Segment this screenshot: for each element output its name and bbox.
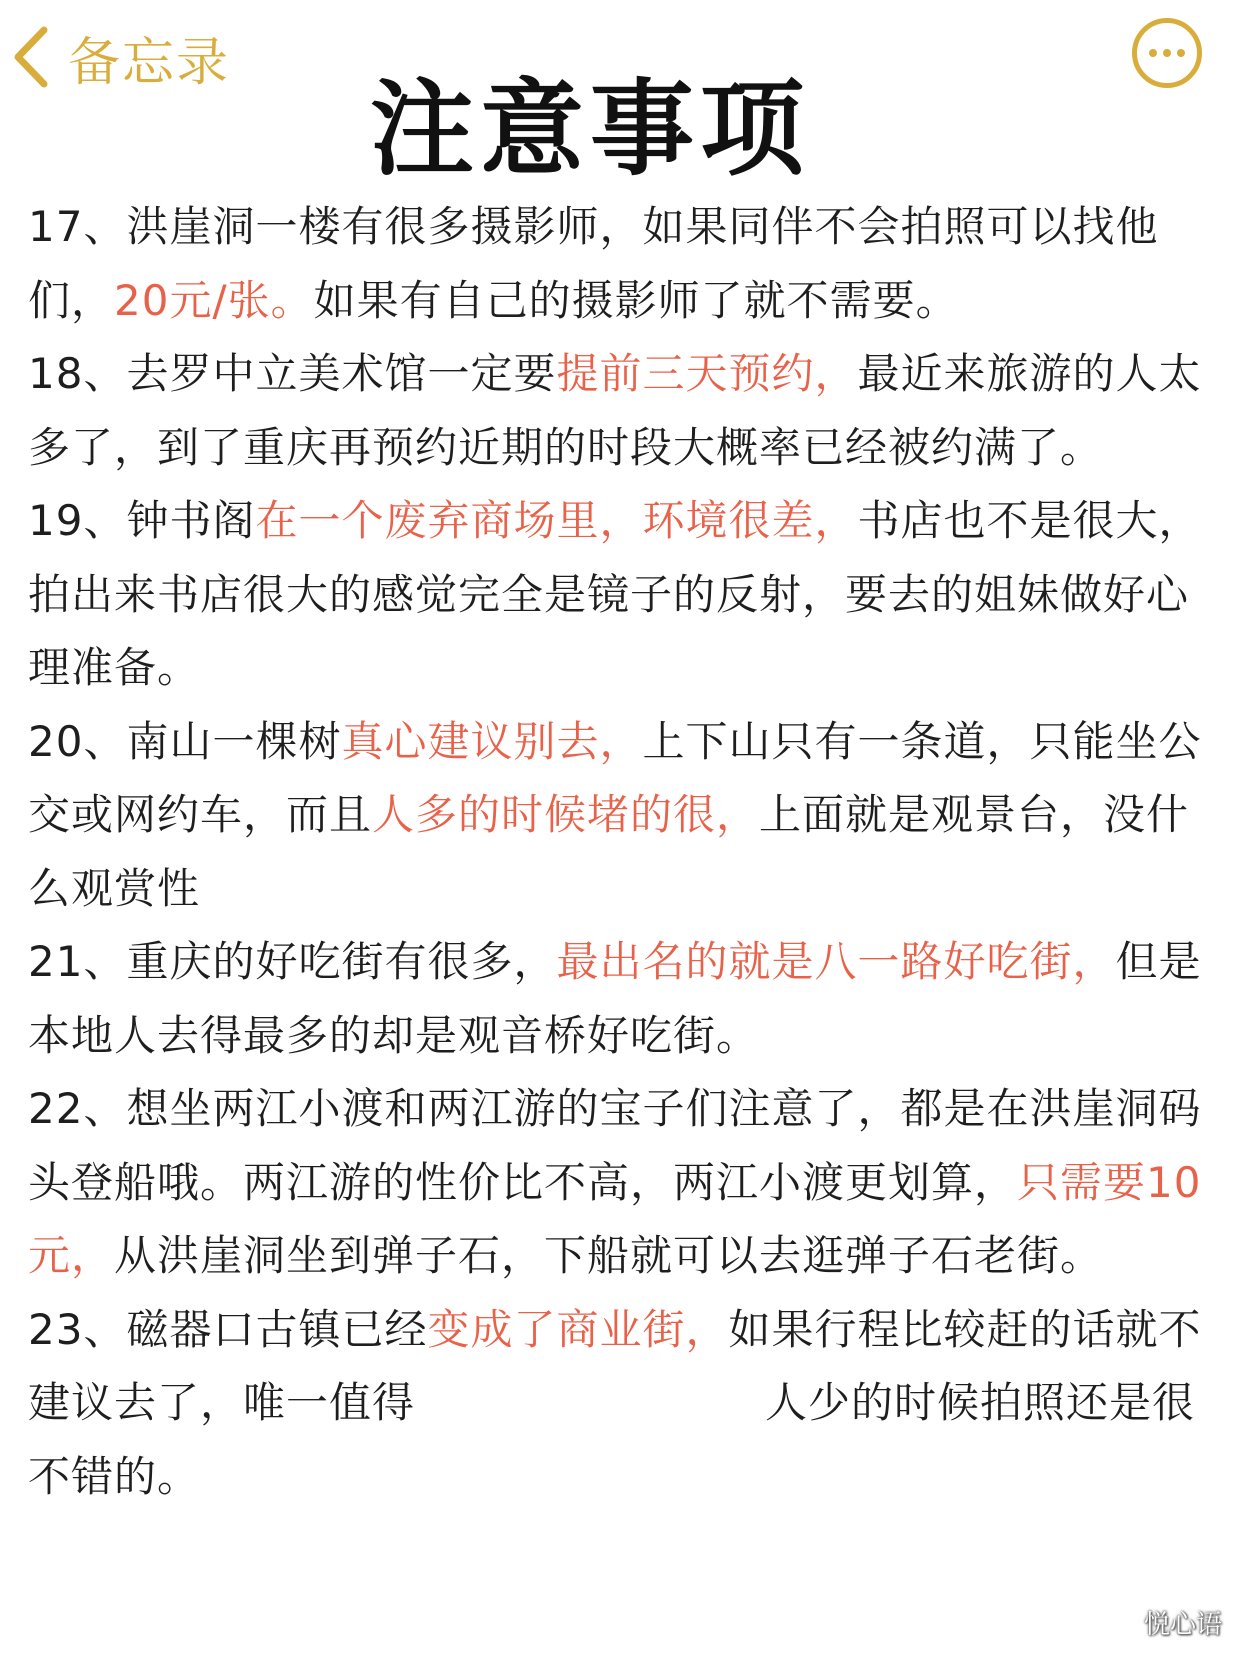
item-text: 19、钟书阁 (28, 496, 256, 545)
item-text: 从洪崖洞坐到弹子石，下船就可以去逛弹子石老街。 (114, 1231, 1104, 1280)
note-item-21 (28, 925, 1228, 1072)
note-item-19 (28, 484, 1228, 705)
item-text: 如果行程比较赶的话就不建议去了，唯一值得 (28, 1304, 1202, 1427)
item-highlight: 变成了商业街， (427, 1304, 729, 1354)
item-text: 20、南山一棵树 (28, 716, 342, 766)
item-text: 最近来旅游的人太多了，到了重庆再预约近期的时段大概率已经被约满了。 (28, 349, 1202, 472)
item-highlight: 20元/张。 (114, 275, 314, 325)
note-item-22 (28, 1072, 1228, 1293)
note-item-23 (28, 1293, 1228, 1514)
watermark: 悦心语 (1143, 1610, 1222, 1640)
item-highlight: 真心建议别去， (341, 716, 643, 766)
note-item-17 (28, 190, 1228, 337)
note-item-18 (28, 337, 1228, 484)
page-title: 注意事项 (369, 68, 810, 190)
item-highlight: 人多的时候堵的很， (372, 790, 760, 839)
note-item-20 (28, 705, 1228, 926)
item-highlight: 提前三天预约， (556, 349, 858, 398)
item-text: 上下山只有一条道，只能坐公交或网约车，而且 (28, 716, 1202, 839)
item-text: 22、想坐两江小渡和两江游的宝子们注意了，都是在洪崖洞码头登船哦。两江游的性价比不高，两江小渡更划算， (28, 1084, 1202, 1207)
item-text: 书店也不是很大，拍出来书店很大的感觉完全是镜子的反射，要去的姐妹做好心理准备。 (28, 496, 1202, 692)
item-text: 17、洪崖洞一楼有很多摄影师，如果同伴不会拍照可以找他们， (28, 202, 1159, 325)
back-label: 备忘录 (68, 32, 231, 93)
item-text: 21、重庆的好吃街有很多， (28, 937, 557, 986)
item-highlight: 只需要10元， (28, 1157, 1202, 1280)
item-highlight: 最出名的就是八一路好吃街， (556, 937, 1116, 986)
item-text: 如果有自己的摄影师了就不需要。 (313, 275, 959, 325)
item-text: 人少的时候拍照还是很不错的。 (28, 1378, 1196, 1501)
item-highlight: 在一个废弃商场里，环境很差， (255, 496, 858, 545)
note-body (28, 190, 1228, 1513)
item-text: 23、磁器口古镇已经 (28, 1304, 428, 1354)
item-text: 18、去罗中立美术馆一定要 (28, 349, 557, 398)
item-text: 上面就是观景台，没什么观赏性 (28, 790, 1190, 913)
item-text: 但是本地人去得最多的却是观音桥好吃街。 (28, 937, 1202, 1060)
ellipsis-icon (1147, 48, 1187, 58)
